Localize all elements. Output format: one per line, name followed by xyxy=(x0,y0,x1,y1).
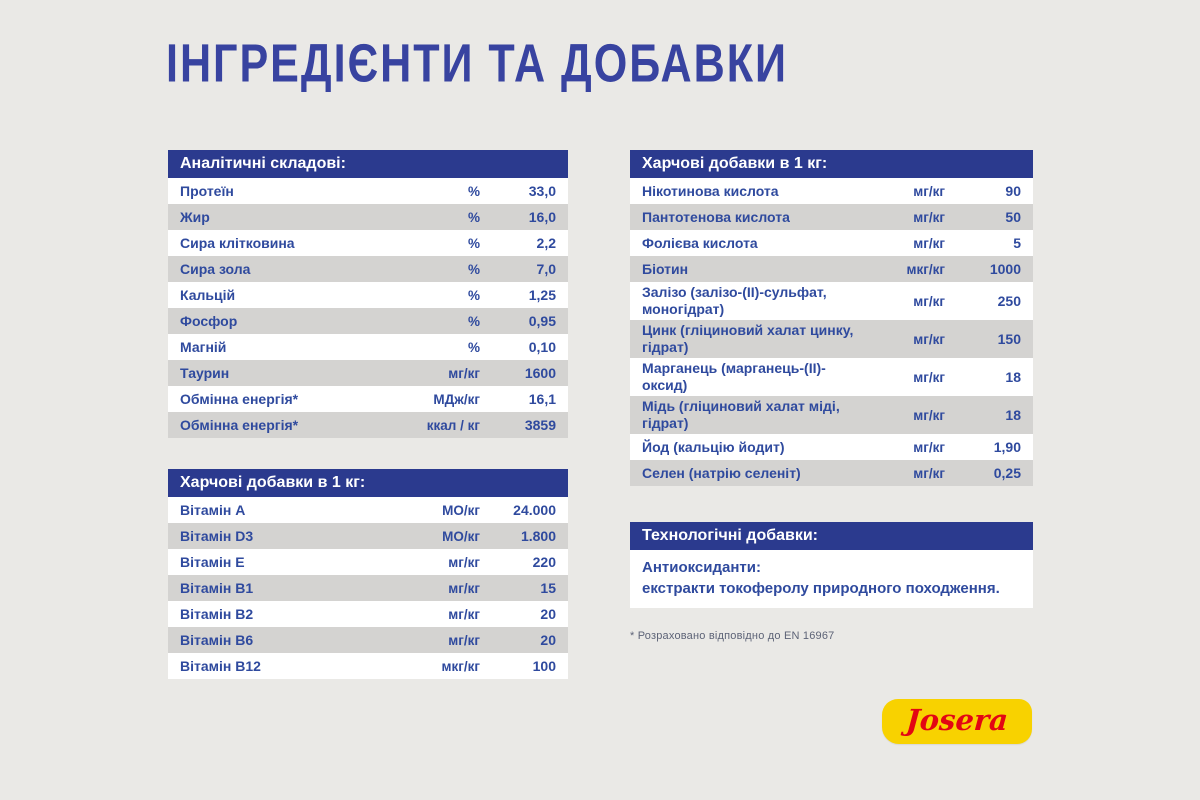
row-unit: % xyxy=(467,235,480,251)
row-name: Обмінна енергія* xyxy=(180,390,299,407)
row-name: Нікотинова кислота xyxy=(642,182,779,199)
table-row xyxy=(168,178,568,204)
row-value: 18 xyxy=(1005,369,1021,385)
table-row xyxy=(168,360,568,386)
table-row xyxy=(168,653,568,679)
row-unit: мг/кг xyxy=(913,183,945,199)
row-unit: мг/кг xyxy=(913,331,945,347)
technological-additives-body xyxy=(630,550,1033,608)
table-row xyxy=(168,575,568,601)
row-name: Вітамін B1 xyxy=(180,579,254,596)
table-row xyxy=(630,282,1033,320)
row-unit: мг/кг xyxy=(913,465,945,481)
row-name: Жир xyxy=(180,208,210,225)
row-name: Вітамін B12 xyxy=(180,657,261,674)
row-name: Мідь (гліциновий халат міді, гідрат) xyxy=(642,398,840,431)
row-unit: % xyxy=(467,339,480,355)
row-value: 1000 xyxy=(989,261,1021,277)
row-unit: % xyxy=(467,261,480,277)
row-unit: % xyxy=(467,183,480,199)
row-unit: мг/кг xyxy=(448,606,480,622)
row-name: Біотин xyxy=(642,260,689,277)
row-name: Селен (натрію селеніт) xyxy=(642,464,801,481)
table-row xyxy=(168,386,568,412)
row-name: Вітамін E xyxy=(180,553,245,570)
table-row xyxy=(168,334,568,360)
analytical-components-rows xyxy=(168,178,568,438)
table-row xyxy=(168,627,568,653)
right-column xyxy=(630,150,1033,642)
table-row xyxy=(168,497,568,523)
row-value: 33,0 xyxy=(528,183,556,199)
row-unit: мг/кг xyxy=(448,632,480,648)
row-name: Вітамін A xyxy=(180,501,246,518)
table-row xyxy=(168,256,568,282)
row-name: Фосфор xyxy=(180,312,238,329)
analytical-components-header: Аналітичні складові: xyxy=(168,150,568,178)
table-row xyxy=(168,549,568,575)
row-value: 1,25 xyxy=(528,287,556,303)
page-title: ІНГРЕДІЄНТИ ТА ДОБАВКИ xyxy=(166,34,788,94)
footnote: * Розраховано відповідно до EN 16967 xyxy=(630,630,835,642)
row-value: 24.000 xyxy=(513,502,556,518)
row-value: 1600 xyxy=(524,365,556,381)
mineral-additives-table xyxy=(630,150,1033,486)
row-name: Сира зола xyxy=(180,260,251,277)
row-unit: МДж/кг xyxy=(433,391,480,407)
row-name: Пантотенова кислота xyxy=(642,208,790,225)
row-value: 3859 xyxy=(524,417,556,433)
analytical-components-table xyxy=(168,150,568,438)
row-unit: мг/кг xyxy=(913,293,945,309)
row-unit: мг/кг xyxy=(913,439,945,455)
row-value: 1,90 xyxy=(993,439,1021,455)
table-row xyxy=(630,460,1033,486)
row-value: 5 xyxy=(1013,235,1021,251)
vitamin-additives-rows xyxy=(168,497,568,679)
table-row xyxy=(630,204,1033,230)
table-row xyxy=(630,396,1033,434)
table-row xyxy=(168,308,568,334)
table-row xyxy=(630,320,1033,358)
row-unit: мг/кг xyxy=(448,365,480,381)
row-value: 0,25 xyxy=(993,465,1021,481)
row-name: Цинк (гліциновий халат цинку, гідрат) xyxy=(642,322,854,355)
row-value: 0,10 xyxy=(528,339,556,355)
row-value: 100 xyxy=(532,658,556,674)
antioxidants-text: екстракти токоферолу природного походження. xyxy=(642,580,1000,597)
row-unit: мг/кг xyxy=(448,554,480,570)
table-row xyxy=(168,601,568,627)
row-unit: % xyxy=(467,287,480,303)
table-row xyxy=(168,412,568,438)
row-name: Йод (кальцію йодит) xyxy=(642,438,785,455)
table-row xyxy=(630,256,1033,282)
row-value: 20 xyxy=(540,632,556,648)
row-unit: МО/кг xyxy=(442,502,480,518)
technological-additives-section xyxy=(630,522,1033,608)
vitamin-additives-header: Харчові добавки в 1 кг: xyxy=(168,469,568,497)
row-unit: мг/кг xyxy=(913,407,945,423)
row-name: Обмінна енергія* xyxy=(180,416,299,433)
table-row xyxy=(630,434,1033,460)
vitamin-additives-table xyxy=(168,469,568,679)
row-name: Марганець (марганець-(II)-оксид) xyxy=(642,360,826,393)
row-name: Магній xyxy=(180,338,227,355)
table-row xyxy=(630,230,1033,256)
technological-additives-header: Технологічні добавки: xyxy=(630,522,1033,550)
row-unit: мкг/кг xyxy=(906,261,945,277)
row-value: 50 xyxy=(1005,209,1021,225)
row-name: Сира клітковина xyxy=(180,234,295,251)
table-row xyxy=(168,204,568,230)
row-unit: МО/кг xyxy=(442,528,480,544)
table-row xyxy=(168,523,568,549)
table-row xyxy=(630,178,1033,204)
table-row xyxy=(168,230,568,256)
row-value: 220 xyxy=(532,554,556,570)
row-unit: мг/кг xyxy=(448,580,480,596)
row-value: 18 xyxy=(1005,407,1021,423)
row-unit: мг/кг xyxy=(913,235,945,251)
table-row xyxy=(630,358,1033,396)
row-name: Таурин xyxy=(180,364,230,381)
row-name: Вітамін B6 xyxy=(180,631,254,648)
row-name: Фолієва кислота xyxy=(642,234,758,251)
row-unit: мкг/кг xyxy=(441,658,480,674)
row-value: 150 xyxy=(997,331,1021,347)
row-value: 20 xyxy=(540,606,556,622)
row-value: 1.800 xyxy=(520,528,556,544)
row-value: 0,95 xyxy=(528,313,556,329)
row-unit: % xyxy=(467,209,480,225)
row-value: 16,0 xyxy=(528,209,556,225)
row-name: Протеїн xyxy=(180,182,234,199)
josera-logo-text: Josera xyxy=(904,702,1010,737)
row-value: 16,1 xyxy=(528,391,556,407)
row-name: Залізо (залізо-(II)-сульфат, моногідрат) xyxy=(642,284,827,317)
row-value: 90 xyxy=(1005,183,1021,199)
row-name: Кальцій xyxy=(180,286,236,303)
row-value: 15 xyxy=(540,580,556,596)
row-unit: мг/кг xyxy=(913,369,945,385)
row-name: Вітамін B2 xyxy=(180,605,254,622)
row-unit: ккал / кг xyxy=(426,417,480,433)
row-name: Вітамін D3 xyxy=(180,527,254,544)
mineral-additives-rows xyxy=(630,178,1033,486)
mineral-additives-header: Харчові добавки в 1 кг: xyxy=(630,150,1033,178)
table-row xyxy=(168,282,568,308)
josera-logo xyxy=(882,699,1032,744)
left-column xyxy=(168,150,568,710)
row-value: 250 xyxy=(997,293,1021,309)
row-unit: % xyxy=(467,313,480,329)
row-value: 2,2 xyxy=(536,235,556,251)
antioxidants-label: Антиоксиданти: xyxy=(642,559,761,576)
row-value: 7,0 xyxy=(536,261,556,277)
row-unit: мг/кг xyxy=(913,209,945,225)
